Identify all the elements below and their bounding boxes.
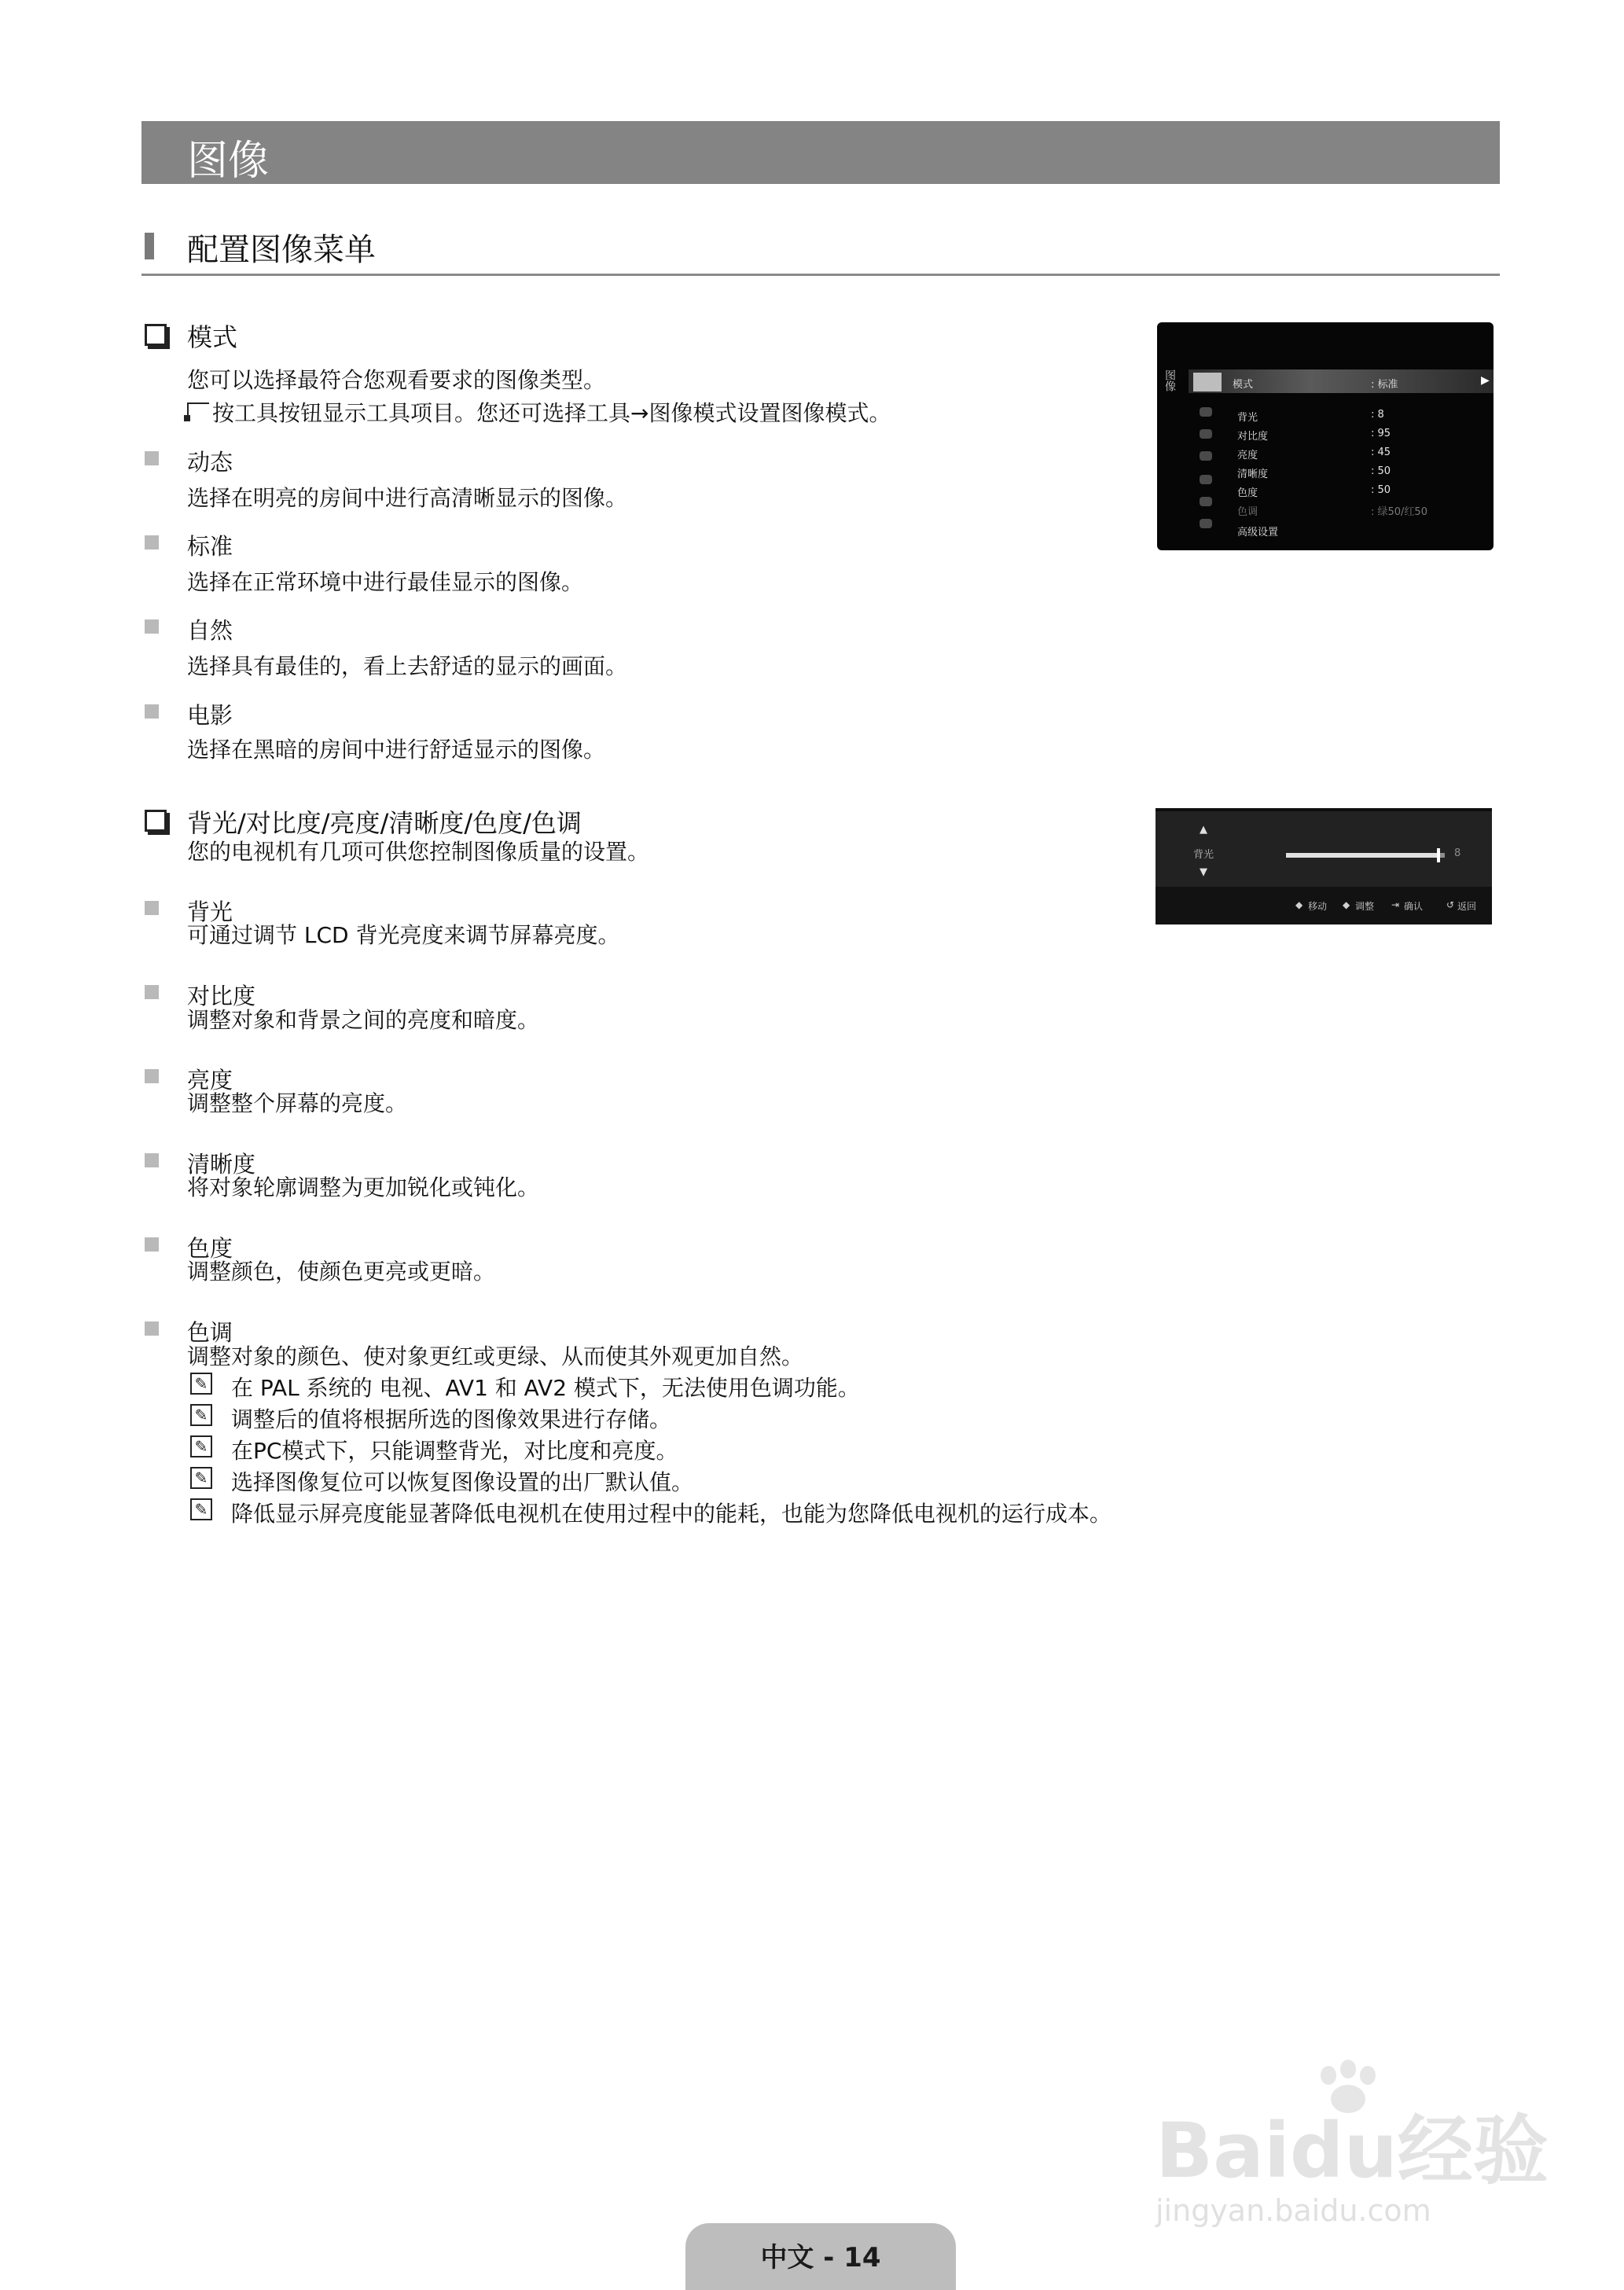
mode-item-title: 动态 [187, 449, 233, 476]
menu-row-label: 对比度 [1237, 431, 1269, 443]
settings-item-desc: 将对象轮廓调整为更加锐化或钝化。 [187, 1174, 540, 1200]
section-heading [141, 222, 1500, 276]
square-bullet-icon [145, 704, 159, 719]
adjust-label: 调整 [1355, 901, 1375, 912]
settings-heading: 背光/对比度/亮度/清晰度/色度/色调 [187, 808, 582, 838]
move-label: 移动 [1308, 901, 1328, 912]
tv-picture-menu-screenshot [1157, 322, 1494, 550]
menu-row-value: : 8 [1371, 409, 1384, 421]
watermark-url: jingyan.baidu.com [1156, 2193, 1431, 2228]
square-bullet-icon [145, 985, 159, 999]
arrow-down-icon: ▼ [1200, 866, 1207, 878]
channel-icon [1200, 429, 1212, 439]
note-text: 在PC模式下，只能调整背光，对比度和亮度。 [231, 1438, 678, 1464]
square-bullet-icon [145, 1321, 159, 1336]
mode-tool-note: 按工具按钮显示工具项目。您还可选择工具→图像模式设置图像模式。 [212, 400, 891, 426]
menu-row-label: 亮度 [1237, 450, 1258, 461]
settings-gear-icon [1200, 451, 1212, 461]
move-icon: ◆ [1295, 899, 1303, 910]
watermark-brand: Baidu经验 [1156, 2107, 1549, 2195]
settings-item-title: 亮度 [187, 1067, 233, 1094]
section-title: 配置图像菜单 [187, 232, 376, 268]
arrow-right-icon: ▶ [1481, 374, 1490, 387]
note-icon: ✎ [190, 1498, 212, 1520]
menu-row-value: : 95 [1371, 428, 1391, 439]
note-icon: ✎ [190, 1404, 212, 1426]
menu-side-label: 图像 [1163, 369, 1176, 391]
enter-label: 确认 [1404, 901, 1424, 912]
menu-row-label: 清晰度 [1237, 469, 1269, 480]
settings-item-desc: 调整对象的颜色、使对象更红或更绿、从而使其外观更加自然。 [187, 1343, 804, 1369]
square-bullet-icon [145, 619, 159, 634]
menu-row-value: : 标准 [1371, 379, 1398, 391]
settings-item-title: 色调 [187, 1319, 233, 1346]
menu-row-value: : 50 [1371, 484, 1391, 496]
note-icon: ✎ [190, 1373, 212, 1395]
note-icon: ✎ [190, 1467, 212, 1489]
menu-row-label: 色度 [1237, 487, 1258, 499]
picture-thumb-icon [1193, 373, 1222, 391]
mode-item-title: 标准 [187, 533, 233, 560]
menu-row-label: 高级设置 [1237, 527, 1279, 538]
mode-item-desc: 选择在正常环境中进行最佳显示的图像。 [187, 569, 584, 595]
settings-desc: 您的电视机有几项可供您控制图像质量的设置。 [187, 839, 650, 865]
checkbox-bullet-icon [145, 810, 167, 832]
page-number: 中文 - 14 [760, 2242, 881, 2273]
settings-item-title: 清晰度 [187, 1151, 256, 1178]
mode-item-title: 电影 [187, 702, 233, 729]
sound-icon [1200, 407, 1212, 417]
note-text: 降低显示屏亮度能显著降低电视机在使用过程中的能耗，也能为您降低电视机的运行成本。 [231, 1501, 1112, 1527]
square-bullet-icon [145, 535, 159, 550]
settings-item-title: 色度 [187, 1235, 233, 1262]
tools-icon [187, 402, 209, 421]
menu-row-label: 背光 [1237, 412, 1258, 424]
return-icon: ↺ [1446, 899, 1455, 910]
enter-icon: ⇥ [1391, 899, 1400, 910]
square-bullet-icon [145, 451, 159, 465]
note-text: 调整后的值将根据所选的图像效果进行存储。 [231, 1406, 672, 1432]
adjust-icon: ◆ [1343, 899, 1350, 910]
square-bullet-icon [145, 1153, 159, 1167]
checkbox-bullet-icon [145, 324, 167, 346]
support-icon [1200, 519, 1212, 528]
note-text: 选择图像复位可以恢复图像设置的出厂默认值。 [231, 1469, 694, 1495]
menu-row-value: : 45 [1371, 447, 1391, 458]
slider-label: 背光 [1193, 849, 1214, 861]
settings-item-title: 背光 [187, 899, 233, 925]
application-icon [1200, 497, 1212, 506]
slider-thumb [1437, 848, 1440, 862]
square-bullet-icon [145, 1237, 159, 1252]
page-title: 图像 [187, 138, 270, 185]
backlight-slider-screenshot [1156, 808, 1492, 924]
settings-item-desc: 可通过调节 LCD 背光亮度来调节屏幕亮度。 [187, 922, 620, 948]
slider-fill [1286, 853, 1438, 858]
slider-value: 8 [1454, 847, 1461, 859]
baidu-watermark [1156, 2060, 1564, 2228]
settings-item-desc: 调整整个屏幕的亮度。 [187, 1090, 408, 1116]
page-number-tab [685, 2223, 956, 2290]
input-icon [1200, 475, 1212, 484]
slider-track [1286, 853, 1445, 858]
slider-button-bar [1156, 887, 1492, 924]
menu-row-value: : 绿50/红50 [1371, 506, 1427, 518]
mode-item-desc: 选择具有最佳的，看上去舒适的显示的画面。 [187, 653, 628, 679]
note-text: 在 PAL 系统的 电视、AV1 和 AV2 模式下，无法使用色调功能。 [231, 1375, 860, 1401]
return-label: 返回 [1457, 901, 1477, 912]
menu-row-label: 色调 [1237, 506, 1258, 518]
note-icon: ✎ [190, 1435, 212, 1457]
menu-row-label: 模式 [1233, 379, 1254, 391]
settings-item-title: 对比度 [187, 983, 256, 1009]
arrow-up-icon: ▲ [1200, 824, 1207, 836]
square-bullet-icon [145, 901, 159, 915]
mode-item-desc: 选择在明亮的房间中进行高清晰显示的图像。 [187, 485, 628, 511]
page-title-bar [141, 121, 1500, 184]
mode-item-title: 自然 [187, 617, 233, 644]
settings-item-desc: 调整颜色，使颜色更亮或更暗。 [187, 1259, 496, 1285]
square-bullet-icon [145, 1069, 159, 1083]
mode-item-desc: 选择在黑暗的房间中进行舒适显示的图像。 [187, 737, 606, 763]
menu-row-value: : 50 [1371, 465, 1391, 477]
mode-heading: 模式 [187, 322, 238, 352]
settings-item-desc: 调整对象和背景之间的亮度和暗度。 [187, 1007, 540, 1033]
mode-desc: 您可以选择最符合您观看要求的图像类型。 [187, 367, 606, 393]
section-marker [145, 233, 154, 259]
